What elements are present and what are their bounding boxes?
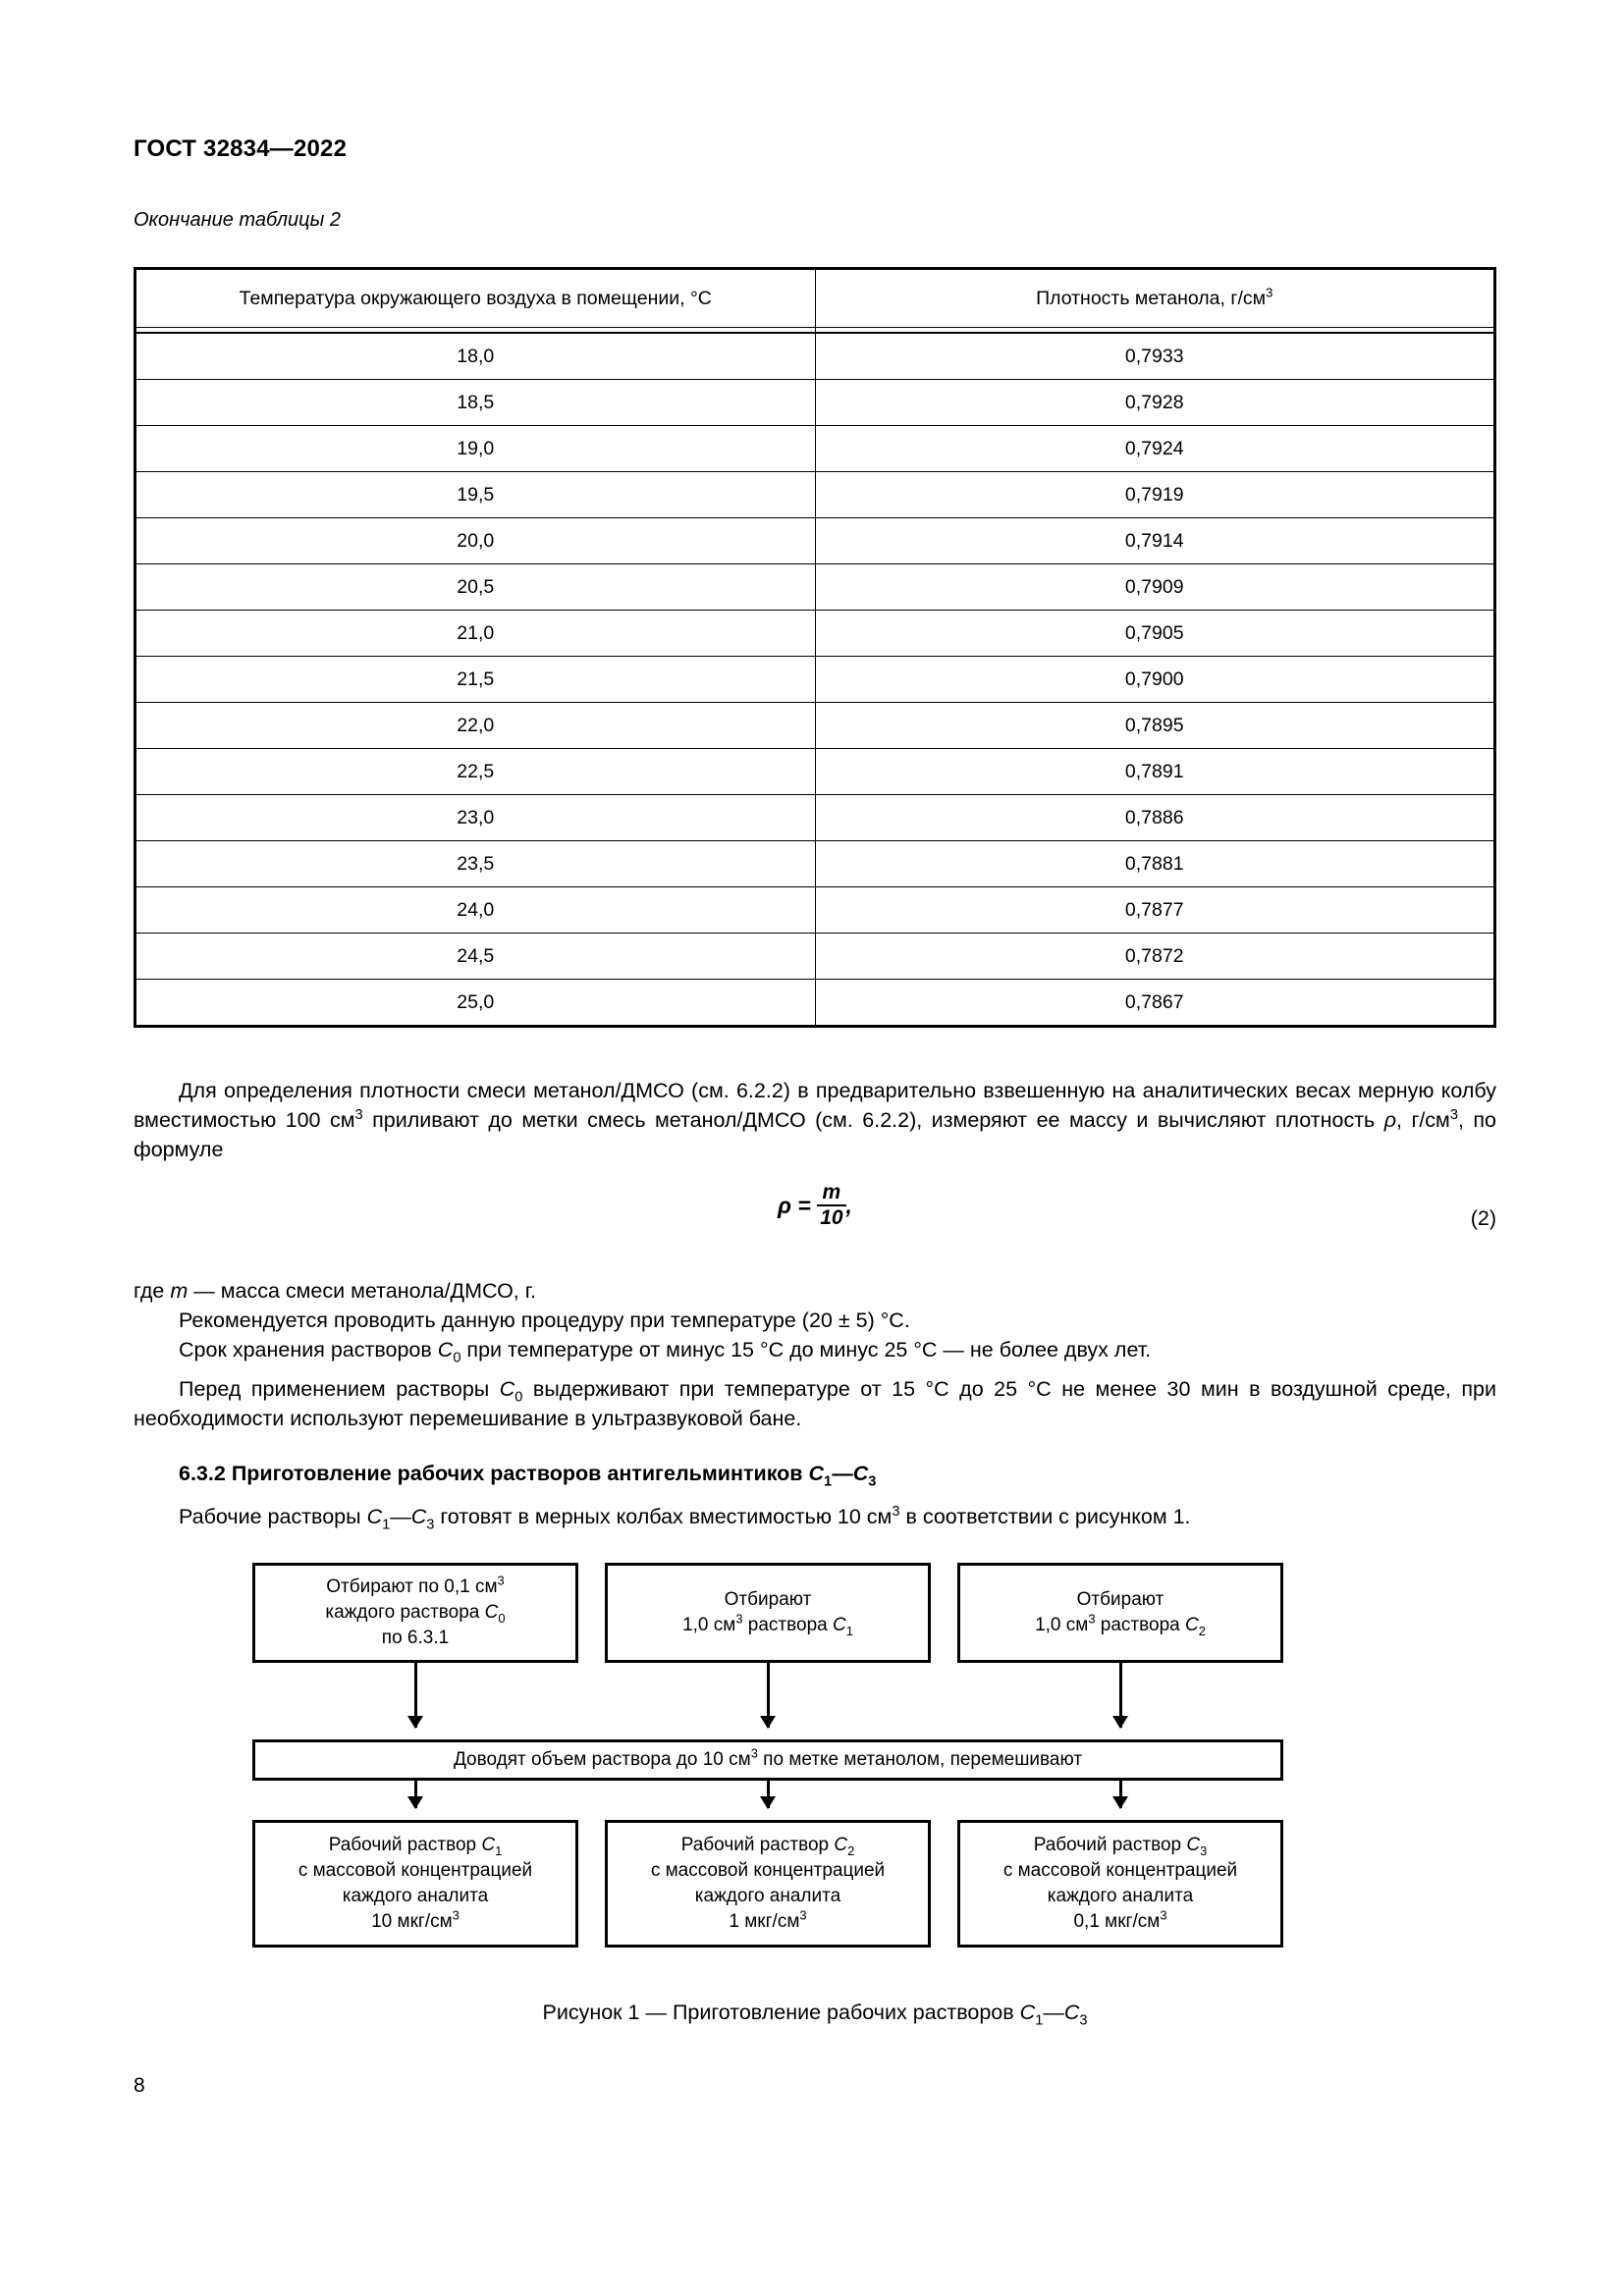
sub-3: 3 bbox=[426, 1517, 435, 1533]
cell-temperature: 21,0 bbox=[135, 611, 816, 657]
flowchart-box-content: Отбирают по 0,1 $см^3$ каждого раствора $C_0$ по 6.3.1 bbox=[325, 1573, 506, 1648]
figure-caption: Рисунок 1 — Приготовление рабочих растворов $C_1—C_3$ bbox=[542, 2001, 1088, 2029]
table-row bbox=[135, 611, 1495, 657]
range-dash: — bbox=[390, 1505, 411, 1528]
table-row bbox=[135, 333, 1495, 380]
table-row bbox=[135, 657, 1495, 703]
cell-density: 0,7900 bbox=[815, 657, 1495, 703]
paragraph-working-solutions: Рабочие растворы $C_1—C_3$ готовят в мерных колбах вместимостью 10 $см^3$ в соответствии с рисунком 1. bbox=[179, 1503, 1191, 1533]
heading-number: 6.3.2 bbox=[179, 1462, 226, 1485]
cell-temperature: 23,5 bbox=[135, 841, 816, 887]
volume-superscript: 3 bbox=[1088, 1611, 1096, 1627]
table-row bbox=[135, 472, 1495, 518]
table-row bbox=[135, 934, 1495, 980]
cell-temperature: 22,5 bbox=[135, 749, 816, 795]
preparation-flowchart bbox=[134, 1563, 1496, 1975]
table-row bbox=[135, 426, 1495, 472]
mass-symbol: m bbox=[170, 1279, 189, 1303]
formula-numerator: m bbox=[822, 1181, 841, 1203]
formula-number: (2) bbox=[1470, 1206, 1496, 1230]
cell-density: 0,7928 bbox=[815, 380, 1495, 426]
table-head bbox=[135, 269, 1495, 334]
sub-3: 3 bbox=[1079, 2012, 1088, 2029]
flowchart-box-content: Рабочий раствор $C_1$ с массовой концентрацией каждого аналита 10 мкг/$см^3$ bbox=[298, 1835, 533, 1932]
table-body bbox=[135, 333, 1495, 1027]
flowchart-box-content: Рабочий раствор $C_2$ с массовой концентрацией каждого аналита 1 мкг/$см^3$ bbox=[650, 1835, 886, 1932]
formula-trailing-comma: , bbox=[845, 1193, 852, 1219]
sub-1: 1 bbox=[495, 1842, 503, 1858]
cell-temperature: 18,5 bbox=[135, 380, 816, 426]
table-row bbox=[135, 749, 1495, 795]
heading-sub-3: 3 bbox=[868, 1473, 877, 1490]
cell-temperature: 23,0 bbox=[135, 795, 816, 841]
volume-superscript: 3 bbox=[750, 1745, 758, 1761]
heading-dash: — bbox=[832, 1462, 853, 1485]
flowchart-box-content: Отбирают 1,0 $см^3$ раствора $C_1$ bbox=[682, 1589, 853, 1638]
cell-density: 0,7881 bbox=[815, 841, 1495, 887]
volume-superscript: 3 bbox=[799, 1907, 807, 1923]
table-row bbox=[135, 980, 1495, 1027]
cell-density: 0,7872 bbox=[815, 934, 1495, 980]
cell-temperature: 19,5 bbox=[135, 472, 816, 518]
formula-lhs: ρ = bbox=[778, 1193, 811, 1219]
density-unit-superscript: 3 bbox=[1449, 1106, 1458, 1123]
flowchart-arrow-down-1 bbox=[414, 1663, 417, 1728]
column-header-density: Плотность метанола, $г/см^3$ bbox=[815, 269, 1495, 328]
table-row bbox=[135, 703, 1495, 749]
formula-row bbox=[134, 1183, 1496, 1252]
table-caption: Окончание таблицы 2 bbox=[134, 209, 342, 231]
var-c2: C bbox=[834, 1835, 848, 1855]
cell-density: 0,7905 bbox=[815, 611, 1495, 657]
sub-2: 2 bbox=[847, 1842, 855, 1858]
sub-2: 2 bbox=[1198, 1623, 1206, 1638]
solution-subscript: 0 bbox=[453, 1350, 461, 1366]
table-row bbox=[135, 887, 1495, 934]
cell-density: 0,7909 bbox=[815, 564, 1495, 611]
flowchart-arrow-down-2 bbox=[767, 1663, 770, 1728]
cell-density: 0,7886 bbox=[815, 795, 1495, 841]
sub-1: 1 bbox=[382, 1517, 391, 1533]
cell-temperature: 19,0 bbox=[135, 426, 816, 472]
cell-temperature: 18,0 bbox=[135, 333, 816, 380]
heading-text: Приготовление рабочих растворов антигельминтиков bbox=[231, 1462, 803, 1485]
cell-temperature: 24,0 bbox=[135, 887, 816, 934]
cell-density: 0,7867 bbox=[815, 980, 1495, 1027]
flowchart-top-box-2 bbox=[605, 1563, 931, 1663]
paragraph-storage-period: Срок хранения растворов $C_0$ при температуре от минус 15 °C до минус 25 °C — не более двух лет. bbox=[179, 1338, 1152, 1366]
paragraph-before-use: Перед применением растворы $C_0$ выдерживают при температуре от 15 °C до 25 °C не менее 30 мин в воздушной среде, при необходимости используют перемешивание в ультразвуковой бане. bbox=[134, 1377, 1496, 1430]
volume-superscript: 3 bbox=[892, 1503, 900, 1520]
solution-symbol: C bbox=[499, 1377, 515, 1401]
sub-0: 0 bbox=[498, 1610, 506, 1626]
flowchart-arrow-down-4 bbox=[414, 1781, 417, 1808]
paragraph-recommendation: Рекомендуется проводить данную процедуру при температуре (20 ± 5) °C. bbox=[179, 1308, 910, 1332]
table-row bbox=[135, 518, 1495, 564]
flowchart-box-content: Доводят объем раствора до 10 $см^3$ по метке метанолом, перемешивают bbox=[453, 1745, 1083, 1770]
var-c0: C bbox=[484, 1602, 499, 1623]
cell-density: 0,7891 bbox=[815, 749, 1495, 795]
formula-fraction bbox=[817, 1181, 845, 1230]
flowchart-top-box-1 bbox=[252, 1563, 578, 1663]
table-row bbox=[135, 380, 1495, 426]
volume-superscript: 3 bbox=[497, 1573, 505, 1588]
cell-density: 0,7914 bbox=[815, 518, 1495, 564]
cell-temperature: 25,0 bbox=[135, 980, 816, 1027]
heading-sub-1: 1 bbox=[824, 1473, 833, 1490]
var-c1: C bbox=[481, 1835, 496, 1855]
cell-temperature: 24,5 bbox=[135, 934, 816, 980]
cell-density: 0,7895 bbox=[815, 703, 1495, 749]
cell-temperature: 22,0 bbox=[135, 703, 816, 749]
formula-denominator: 10 bbox=[817, 1204, 845, 1230]
sub-1: 1 bbox=[845, 1623, 853, 1638]
flowchart-arrow-down-5 bbox=[767, 1781, 770, 1808]
var-c2: C bbox=[1185, 1615, 1199, 1635]
range-dash: — bbox=[1043, 2001, 1064, 2024]
paragraph-density-determination: Для определения плотности смеси метанол/ДМСО (см. 6.2.2) в предварительно взвешенную на аналитических весах мерную колбу вместимостью 100 $см^3$ приливают до метки смесь метанол/ДМСО (см. 6.2.2), измеряют ее массу и вычисляют плотность ρ, $г/см^3$, по формуле bbox=[134, 1079, 1496, 1161]
density-unit-superscript: 3 bbox=[1266, 285, 1273, 299]
volume-superscript: 3 bbox=[735, 1611, 743, 1627]
flowchart-bottom-box-1 bbox=[252, 1820, 578, 1948]
sub-1: 1 bbox=[1035, 2012, 1044, 2029]
rho-symbol: ρ bbox=[1383, 1108, 1397, 1132]
flowchart-arrow-down-6 bbox=[1119, 1781, 1122, 1808]
table-row bbox=[135, 795, 1495, 841]
flowchart-middle-bar bbox=[252, 1739, 1283, 1781]
where-definition: где m — масса смеси метанола/ДМСО, г. bbox=[134, 1279, 536, 1303]
var-c1: C bbox=[833, 1615, 846, 1635]
density-formula bbox=[134, 1183, 1496, 1232]
page-number: 8 bbox=[134, 2074, 145, 2097]
cell-temperature: 20,0 bbox=[135, 518, 816, 564]
cell-density: 0,7877 bbox=[815, 887, 1495, 934]
cell-density: 0,7933 bbox=[815, 333, 1495, 380]
section-heading-6-3-2 bbox=[179, 1462, 877, 1490]
cell-temperature: 20,5 bbox=[135, 564, 816, 611]
table-row bbox=[135, 564, 1495, 611]
var-c3: C bbox=[1063, 2001, 1080, 2024]
flowchart-box-content: Рабочий раствор $C_3$ с массовой концентрацией каждого аналита 0,1 мкг/$см^3$ bbox=[1002, 1835, 1238, 1932]
flowchart-top-box-3 bbox=[957, 1563, 1283, 1663]
var-c3: C bbox=[1186, 1835, 1201, 1855]
document-header: ГОСТ 32834—2022 bbox=[134, 135, 348, 162]
flowchart-box-content: Отбирают 1,0 $см^3$ раствора $C_2$ bbox=[1035, 1589, 1206, 1638]
solution-symbol: C bbox=[437, 1338, 454, 1362]
solution-subscript: 0 bbox=[514, 1389, 523, 1406]
volume-superscript: 3 bbox=[354, 1106, 363, 1123]
cell-temperature: 21,5 bbox=[135, 657, 816, 703]
flowchart-bottom-box-3 bbox=[957, 1820, 1283, 1948]
heading-var-c3: C bbox=[852, 1462, 869, 1485]
flowchart-bottom-box-2 bbox=[605, 1820, 931, 1948]
methanol-density-table bbox=[134, 267, 1496, 1028]
heading-var-c1: C bbox=[808, 1462, 825, 1485]
table-header-row bbox=[135, 269, 1495, 328]
var-c1: C bbox=[366, 1505, 383, 1528]
column-header-temperature: Температура окружающего воздуха в помещении, °C bbox=[135, 269, 816, 328]
flowchart-arrow-down-3 bbox=[1119, 1663, 1122, 1728]
sub-3: 3 bbox=[1200, 1842, 1208, 1858]
volume-superscript: 3 bbox=[452, 1907, 460, 1923]
cell-density: 0,7924 bbox=[815, 426, 1495, 472]
volume-superscript: 3 bbox=[1160, 1907, 1167, 1923]
var-c3: C bbox=[410, 1505, 427, 1528]
var-c1: C bbox=[1019, 2001, 1036, 2024]
table-row bbox=[135, 841, 1495, 887]
cell-density: 0,7919 bbox=[815, 472, 1495, 518]
